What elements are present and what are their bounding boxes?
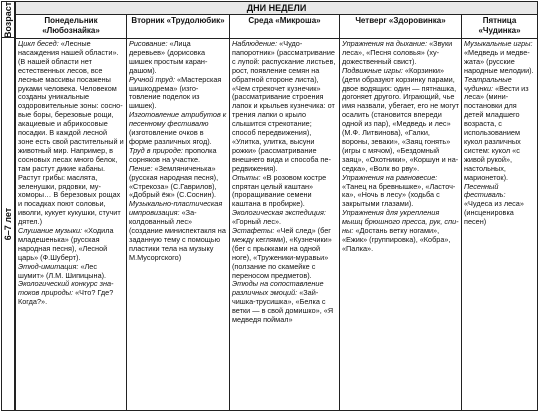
activity-text: «Заколдованный лес» (создание миниспектакля на заданную тему с помощью пластики тела на музыку М.Мусоргского) — [129, 208, 226, 262]
activity-block — [18, 40, 124, 227]
activity-label: Музыкальные игры: — [464, 39, 533, 48]
activity-block — [18, 227, 124, 263]
activity-block — [18, 263, 124, 281]
days-title: ДНИ НЕДЕЛИ — [16, 2, 537, 15]
activity-block — [342, 40, 459, 67]
activity-block — [342, 67, 459, 174]
activity-text: «Горный лес». — [232, 217, 282, 227]
activity-label: Упражнения для укрепления мышц брюшного пресса, рук, спины: — [342, 208, 459, 236]
activity-label: Эстафеты: — [232, 226, 275, 236]
activity-block — [129, 200, 227, 262]
activity-block — [129, 76, 227, 112]
activity-block — [464, 183, 535, 228]
age-value-cell — [1, 37, 15, 411]
activity-block — [232, 174, 337, 210]
activity-block — [232, 227, 337, 280]
activity-block — [232, 209, 337, 227]
activity-text: «Чей след» (бег между кеглями), «Кузнечики» (бег с прыжками на одной ноге), «Труженики-муравьи» (ползание по скамейке с переносом предметов). — [232, 226, 332, 280]
days-grid — [15, 1, 538, 411]
activity-block — [129, 40, 227, 76]
activity-text: «Лица деревьев» (дорисовка шишек простым карандашом). — [129, 39, 208, 75]
activity-label: Экологический конкурс знатоков природы: — [18, 279, 114, 298]
activity-text: «Ходила младешенька» (русская народная песня), «Лесной царь» (Ф.Шуберт). — [18, 226, 114, 262]
age-header-label: Возраст — [3, 1, 13, 38]
activity-text: «Звуки леса», «Песня соловья» (художественный свист). — [342, 39, 453, 66]
activity-text: «Корзинки» (дети образуют корзинку парами, двое водящих: один — пятнашка, догоняет другого. Играющий, чье имя назвали, убегает, его не могут осалить (становится впереди одной из пар), «Медведь и лес» (М.Ф. Литвинова), «Галки, вороны, зеваки», «Заяц гонять» (игры с мячом), «Бездомный заяц», «Охотники», «Коршун и наседка», «Волк во рву». — [342, 65, 459, 173]
col-heading-monday: Понедельник «Любознайка» — [16, 15, 127, 39]
activity-label: Цикл бесед: — [18, 39, 59, 48]
activity-text: «Вести из леса» (минипостановки для детей младшего возраста, с использованием кукол различных систем: кукол «с живой рукой», настольных, марионеток). — [464, 83, 529, 182]
col-friday — [462, 39, 537, 410]
activity-label: Музыкально-пластическая импровизация: — [129, 199, 223, 218]
activity-block — [18, 280, 124, 307]
activity-block — [464, 40, 535, 76]
activity-block — [129, 111, 227, 147]
activity-text: «Зайчишка-трусишка», «Белка с ветки — в свой домишко», «Я медведя поймал» — [232, 288, 334, 325]
activity-block — [464, 76, 535, 183]
col-tuesday — [127, 39, 230, 410]
activity-label: Пение: — [129, 163, 153, 173]
activity-label: Рисование: — [129, 39, 168, 48]
col-monday — [16, 39, 127, 410]
activity-label: Труд в природе: — [129, 145, 183, 155]
activity-text: «Танец на бревнышке», «Ласточка», «Ночь в лесу» (ходьба с закрытыми глазами). — [342, 181, 456, 209]
activity-label: Ручной труд: — [129, 74, 175, 84]
activity-block — [232, 280, 337, 325]
age-header-cell — [1, 1, 15, 38]
activity-text: (изготовление очков в форме различных ягод). — [129, 128, 212, 146]
activity-block — [232, 40, 337, 174]
age-value-label: 6–7 лет — [3, 207, 13, 241]
activity-text: «Медведь и медвежата» (русские народные мелодии). — [464, 47, 534, 75]
activity-label: Наблюдение: — [232, 39, 278, 48]
activity-label: Слушание музыки: — [18, 226, 83, 236]
col-thursday — [340, 39, 462, 410]
col-heading-friday: Пятница «Чудинка» — [462, 15, 537, 39]
activity-text: «Земляниченька» (русская народная песня), «Стрекоза» (С.Гаврилов), «Добрый ёж» (С.Соснин). — [129, 163, 219, 200]
activity-text: «В розовом костре спрятан целый каштан» (проращивание семени каштана в пробирке). — [232, 172, 327, 209]
activity-label: Упражнения на равновесие: — [342, 172, 438, 182]
activity-label: Этюды на сопоставление различных эмоций: — [232, 279, 324, 298]
activity-block — [342, 174, 459, 210]
activity-block — [129, 147, 227, 165]
activity-label: Изготовление атрибутов к песенному фестивалю — [129, 110, 227, 129]
activity-block — [129, 165, 227, 201]
activity-text: «Лесные насаждения нашей области». (В нашей области нет естественных лесов, все лесные массивы посажены руками человека. Человеком созданы уникальные оздоровительные зоны: сосновые боры, березовые рощи, акациевые и абрикосовые посадки. В каждой лесной зоне есть свой растительный и животный мир. Например, в сосновых лесах много белок, там растут дикие кабаны. Растут грибы: маслята, зеленушки, рядовки, мухоморы… В березовых рощах и посадках поют соловьи, иволги, кукует кукушки, стучит дятел.) — [18, 39, 124, 227]
activity-text: «Лес шумит» (Л.М. Шипицына). — [18, 261, 107, 280]
activity-text: «Мастерская шишкодрема» (изготовление поделок из шишек). — [129, 74, 222, 111]
col-wednesday — [230, 39, 340, 410]
col-heading-wednesday: Среда «Микроша» — [230, 15, 340, 39]
activity-label: Театральные чудинки: — [464, 74, 512, 93]
activity-label: Экологическая экспедиция: — [232, 208, 326, 218]
activity-text: «Чудеса из леса» (инсценировка песен) — [464, 199, 524, 227]
activity-block — [342, 209, 459, 254]
activity-text: прополка сорняков на участке. — [129, 145, 217, 164]
activity-text: «Чудопапоротник» (рассматривание с лупой: распускание листьев, рост, появление семян на обратной стороне листа), «Чем стрекочет кузнечик» (рассматривание строения лапок и крыльев кузнечика: от трения лапки о крыло слышится стрекотание; способ передвижения), «Улитка, улитка, высуни рожки» (рассматривание внешнего вида и способа передвижения). — [232, 39, 336, 173]
activity-text: «Что? Где? Когда?». — [18, 288, 114, 307]
col-heading-tuesday: Вторник «Трудолюбик» — [127, 15, 230, 39]
col-heading-thursday: Четверг «Здоровинка» — [340, 15, 462, 39]
activity-label: Опыты: — [232, 172, 261, 182]
activity-label: Упражнения на дыхание: — [342, 39, 428, 48]
activity-label: Этюд-имитация: — [18, 261, 79, 271]
activity-label: Подвижные игры: — [342, 65, 403, 75]
activity-label: Песенный фестиваль: — [464, 181, 506, 200]
activity-text: «Достань ветку ногами», «Ежик» (группировка), «Кобра», «Палка». — [342, 226, 451, 253]
